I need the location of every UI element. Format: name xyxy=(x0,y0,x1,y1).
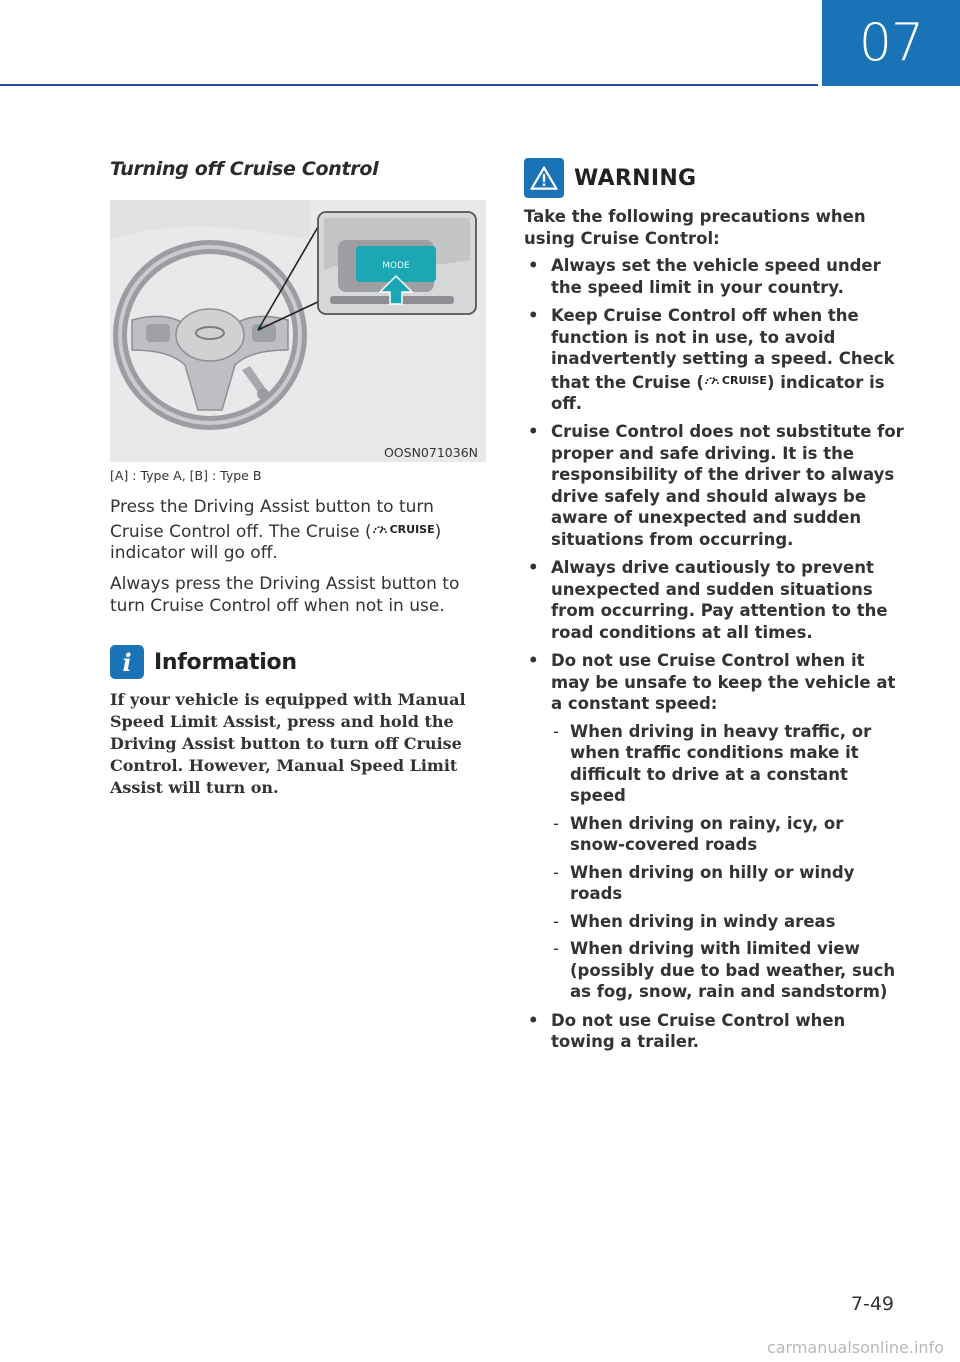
warning-item-text-b: ) indicator is off. xyxy=(551,372,885,413)
information-title: Information xyxy=(154,649,297,675)
speedometer-icon xyxy=(372,523,388,535)
warning-intro: Take the following precautions when using Cruise Control: xyxy=(524,207,866,248)
warning-item: • Always set the vehicle speed under the speed limit in your country. xyxy=(524,255,904,298)
header-rule xyxy=(0,84,818,86)
warning-item: • Do not use Cruise Control when towing a trailer. xyxy=(524,1010,904,1053)
left-column xyxy=(110,158,490,799)
warning-sub-list xyxy=(551,721,904,1003)
paragraph-turn-off-text-a: Press the Driving Assist button to turn Cruise Control off. The Cruise ( xyxy=(110,497,434,542)
warning-triangle-icon xyxy=(529,165,559,191)
cruise-indicator xyxy=(372,519,435,541)
warning-sub-item: - When driving on rainy, icy, or snow-covered roads xyxy=(551,813,904,856)
steering-wheel-figure xyxy=(110,200,486,462)
warning-item-text: Do not use Cruise Control when it may be unsafe to keep the vehicle at a constant speed: xyxy=(551,651,896,714)
page-number: 7-49 xyxy=(850,1293,894,1315)
mode-button-label: MODE xyxy=(382,261,410,271)
information-header xyxy=(110,645,490,679)
right-column xyxy=(524,158,904,1060)
warning-list xyxy=(524,255,904,1053)
speedometer-icon xyxy=(704,374,720,386)
paragraph-always-press: Always press the Driving Assist button to turn Cruise Control off when not in use. xyxy=(110,574,460,616)
cruise-indicator-label: CRUISE xyxy=(721,373,767,387)
figure-code: OOSN071036N xyxy=(383,445,478,460)
paragraph-turn-off xyxy=(110,497,490,564)
warning-item-text-a: Keep Cruise Control off when the function is not in use, to avoid inadvertently setting a speed. Check that the Cruise ( xyxy=(551,306,895,392)
steering-wheel-illustration xyxy=(110,200,486,462)
warning-sub-item: - When driving in windy areas xyxy=(551,911,904,933)
chapter-tab: 07 xyxy=(822,0,960,86)
warning-item xyxy=(524,305,904,414)
warning-icon xyxy=(524,158,564,198)
warning-title: WARNING xyxy=(574,165,697,191)
section-title: Turning off Cruise Control xyxy=(110,158,379,180)
figure-note: [A] : Type A, [B] : Type B xyxy=(110,468,262,483)
warning-item: • Always drive cautiously to prevent unexpected and sudden situations from occurring. Pay attention to the road conditions at all times. xyxy=(524,557,904,643)
information-icon: i xyxy=(110,645,144,679)
cruise-indicator-label: CRUISE xyxy=(389,522,435,536)
warning-sub-item: - When driving with limited view (possibly due to bad weather, such as fog, snow, rain and sandstorm) xyxy=(551,938,904,1003)
warning-sub-item: - When driving in heavy traffic, or when traffic conditions make it difficult to drive at a constant speed xyxy=(551,721,904,807)
information-body: If your vehicle is equipped with Manual Speed Limit Assist, press and hold the Driving Assist button to turn off Cruise Control. However, Manual Speed Limit Assist will turn on. xyxy=(110,690,466,798)
cruise-indicator xyxy=(704,370,767,392)
warning-header xyxy=(524,158,904,198)
warning-item xyxy=(524,650,904,1003)
warning-item: • Cruise Control does not substitute for proper and safe driving. It is the responsibility of the driver to always drive safely and should always be aware of unexpected and sudden situations from occurring. xyxy=(524,421,904,550)
watermark: carmanualsonline.info xyxy=(766,1338,944,1357)
warning-sub-item: - When driving on hilly or windy roads xyxy=(551,862,904,905)
paragraph-turn-off-text-b: ) indicator will go off. xyxy=(110,521,442,563)
